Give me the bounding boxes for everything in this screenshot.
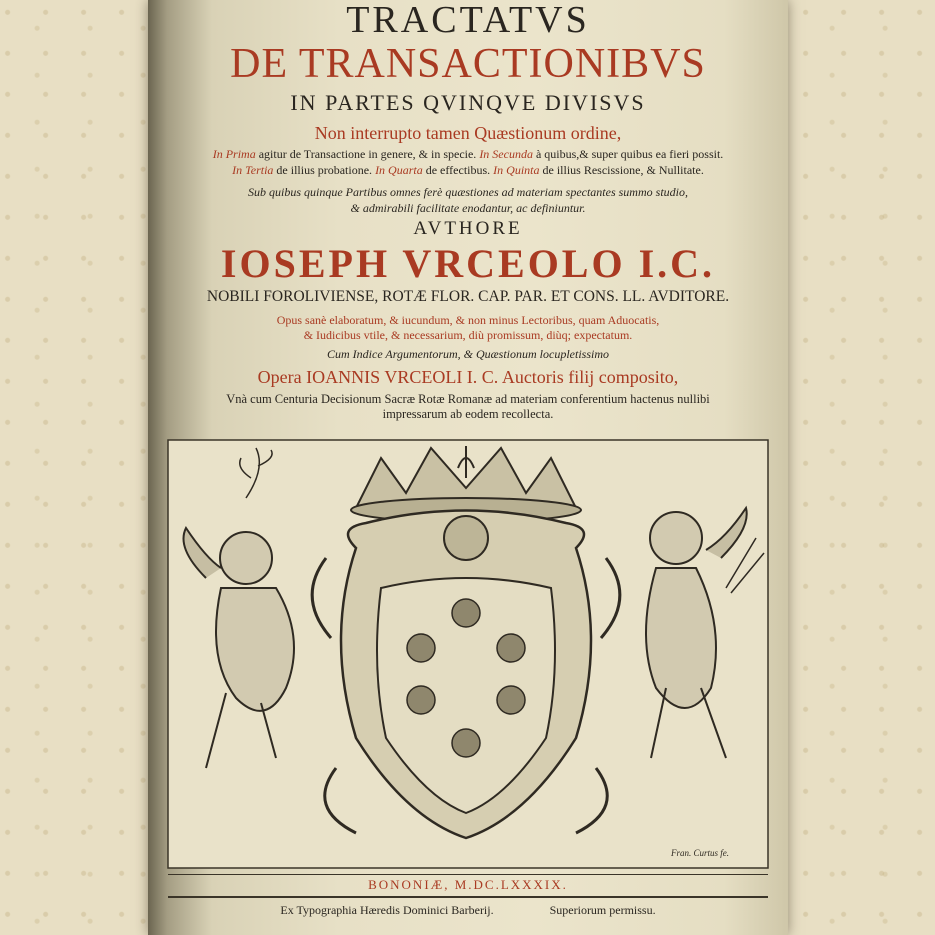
parts-line-2 (148, 162, 788, 178)
summary-line-2: & admirabili facilitate enodantur, ac definiuntur. (350, 201, 586, 215)
imprint-printer: Ex Typographia Hæredis Dominici Barberij. (280, 903, 494, 917)
part-tertia-label: In Tertia (232, 163, 274, 177)
summary-line-1: Sub quibus quinque Partibus omnes ferè quæstiones ad materiam spectantes summo studio, (248, 185, 688, 199)
author-label: AVTHORE (413, 218, 523, 239)
part-tertia-text: de illius probatione. (273, 163, 376, 177)
imprint-rule-top (168, 874, 768, 875)
praise-line-1: Opus sanè elaboratum, & iucundum, & non minus Lectoribus, quam Aduocatis, (276, 313, 660, 327)
imprint-place-date: BONONIÆ, M.DC.LXXXIX. (368, 877, 568, 892)
editor-line-2: Vnà cum Centuria Decisionum Sacræ Rotæ Romanæ ad materiam conferentium hactenus nullibi (226, 392, 710, 406)
title-de-transactionibus: DE TRANSACTIONIBVS (230, 41, 706, 87)
praise-line-3: Cum Indice Argumentorum, & Quæstionum locupletissimo (327, 347, 609, 361)
part-secunda-label: In Secunda (479, 147, 533, 161)
title-page (148, 0, 788, 935)
title-non-interrupto: Non interrupto tamen Quæstionum ordine, (314, 123, 622, 143)
praise-line-2: & Iudicibus vtile, & necessarium, diù promissum, diùq; expectatum. (303, 328, 633, 342)
coat-of-arms-engraving (166, 438, 770, 870)
author-titles: NOBILI FOROLIVIENSE, ROTÆ FLOR. CAP. PAR. ET CONS. LL. AVDITORE. (206, 288, 730, 305)
part-prima-label: In Prima (212, 147, 256, 161)
editor-line-3: impressarum ab eodem recollecta. (382, 407, 554, 421)
title-in-partes: IN PARTES QVINQVE DIVISVS (290, 90, 646, 115)
imprint-permission: Superiorum permissu. (549, 903, 656, 917)
author-name: IOSEPH VRCEOLO I.C. (220, 241, 716, 286)
editor-line-1: Opera IOANNIS VRCEOLI I. C. Auctoris filij composito, (257, 367, 679, 387)
part-quinta-text: de illius Rescissione, & Nullitate. (539, 163, 704, 177)
part-quarta-text: de effectibus. (422, 163, 494, 177)
engraver-signature: Fran. Curtus fe. (671, 848, 730, 858)
part-quarta-label: In Quarta (375, 163, 423, 177)
part-prima-text: agitur de Transactione in genere, & in specie. (255, 147, 480, 161)
parts-line-1 (148, 146, 788, 162)
imprint-line (148, 902, 788, 918)
mascaron-face (444, 516, 488, 560)
part-secunda-text: à quibus,& super quibus ea fieri possit. (532, 147, 724, 161)
part-quinta-label: In Quinta (493, 163, 540, 177)
imprint-rule-bottom (168, 896, 768, 898)
title-tractatus: TRACTATVS (346, 0, 590, 41)
